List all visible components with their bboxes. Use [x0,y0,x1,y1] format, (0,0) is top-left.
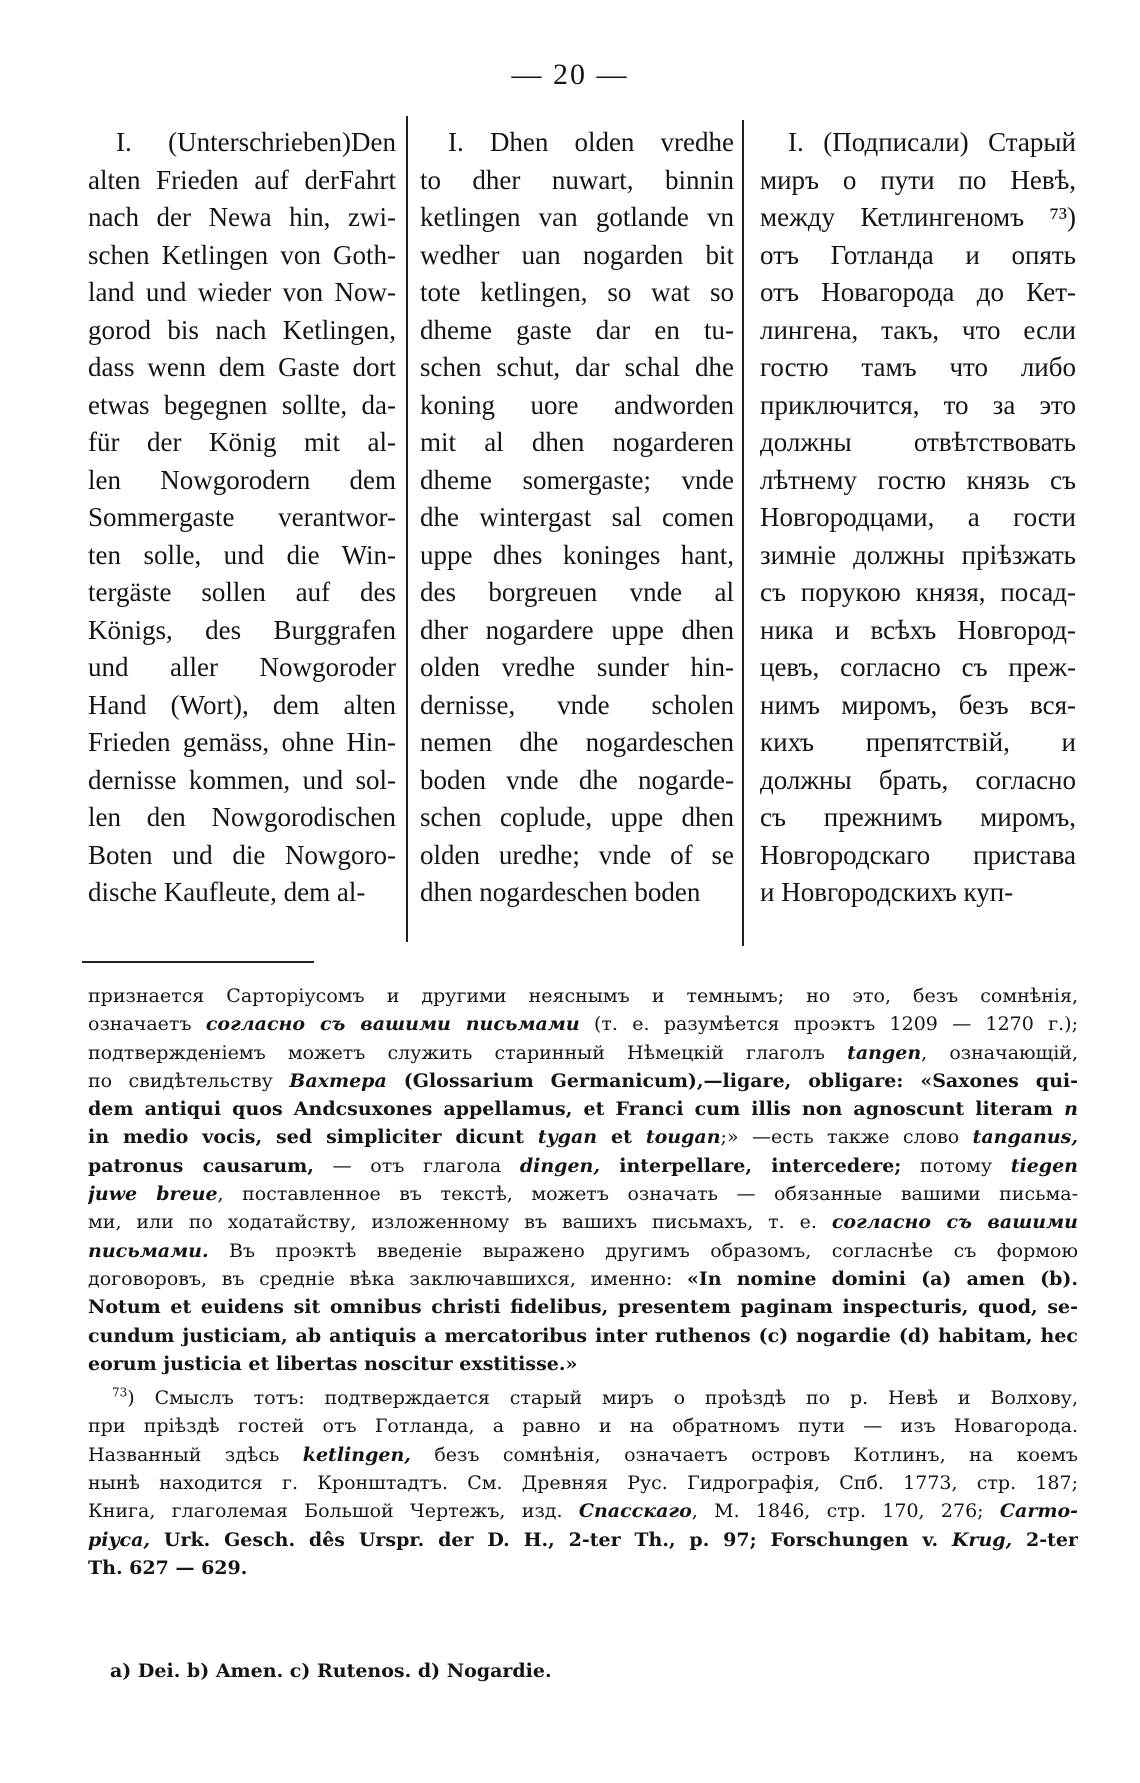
footnote-line [88,1152,1078,1180]
text-segment: , означающій, [921,1041,1078,1064]
text-segment: подтвержденіемъ можетъ служить старинный Нѣмецкій глаголъ [88,1041,848,1064]
text-line: mit al dhen nogarderen [420,427,734,457]
text-line: nach der Newa hin, zwi- [88,202,396,232]
text-line: I. (Подписали) Старый [788,127,1076,157]
text-line: Hand (Wort), dem alten [88,689,396,720]
footnote-line [88,1526,1078,1554]
text-line: ten solle, und die Win- [88,539,396,570]
text-line: tergäste sollen auf des [88,577,396,607]
text-line: отъ Новагорода до Кет- [760,277,1076,307]
text-segment: Въ проэктѣ введеніе выражено другимъ образомъ, согласнѣе съ формою [208,1239,1078,1262]
italic-text: tanganus, [972,1126,1078,1149]
text-line: Новгородцами, а гости [760,502,1076,532]
footnote-line [88,1123,1078,1151]
low-german-column [420,124,734,944]
text-line: uppe dhes koninges hant, [420,539,734,570]
footnote-line [88,1039,1078,1067]
parallel-text-columns [82,124,1080,944]
text-segment: потому [901,1154,1011,1177]
column-divider [406,116,408,942]
footnote-line [88,1095,1078,1123]
italic-text: согласно съ вашими письмами [205,1013,580,1036]
text-line: dernisse kommen, und sol- [88,764,396,795]
italic-text: n [1064,1098,1078,1121]
italic-text: tangen [847,1041,922,1064]
text-line: schen coplude, uppe dhen [420,802,734,832]
text-line: ника и всѣхъ Новгород- [760,614,1076,645]
text-line: dass wenn dem Gaste dort [88,352,396,382]
footnote-line [88,1265,1078,1293]
text-line: boden vnde dhe nogarde- [420,764,734,795]
latin-text: Th. 627 — 629. [88,1556,248,1579]
footnote-line [88,1293,1078,1321]
text-line: и Новгородскихъ куп- [760,877,1014,907]
text-line: und aller Nowgoroder [88,652,396,682]
text-segment: признается Сарторіусомъ и другими неяснымъ и темнымъ; но это, безъ сомнѣнія, [88,985,1078,1007]
latin-text: interpellare, intercedere; [599,1154,902,1177]
text-line: съ прежнимъ миромъ, [760,802,1076,832]
text-line: нимъ миромъ, безъ вся- [760,689,1076,720]
latin-text: 2-ter [1012,1528,1078,1551]
footnote-marker: 73 [112,1385,128,1400]
text-segment: по свидѣтельству [88,1069,290,1092]
latin-text: patronus causarum, [88,1154,314,1177]
latin-text: «In nomine domini (a) amen (b). [686,1267,1078,1290]
text-segment: ;» —есть также слово [720,1126,973,1149]
text-line: I. Dhen olden vredhe [448,127,734,157]
latin-text: Notum et euidens sit omnibus christi fidelibus, presentem paginam inspecturis, quod, se- [88,1296,1078,1319]
text-line: len Nowgorodern dem [88,464,396,495]
italic-text: Спасскаго [578,1500,692,1523]
italic-text: juwe breue [88,1183,218,1206]
footnote-line [88,1067,1078,1095]
letter-notes: a) Dei. b) Amen. c) Rutenos. d) Nogardie. [110,1660,552,1682]
text-segment: ) Смыслъ тотъ: подтверждается старый миръ о проѣздѣ по р. Невѣ и Волхову, [127,1387,1078,1410]
text-line: len den Nowgorodischen [88,802,396,832]
text-line: dheme somergaste; vnde [420,464,734,495]
text-segment: означаетъ [88,1013,206,1036]
text-line: лѣтнему гостю князь съ [760,464,1076,495]
text-line: Sommergaste verantwor- [88,502,396,532]
text-line: etwas begegnen sollte, da- [88,389,396,420]
text-line: I. (Unterschrieben)Den [116,127,396,157]
italic-text: Krug, [951,1528,1013,1551]
latin-text: (Glossarium Germanicum),—ligare, obligare: «Saxones qui- [386,1069,1078,1092]
latin-text: in medio vocis, sed simpliciter dicunt [88,1126,538,1149]
footnote-separator-rule [82,961,314,963]
text-segment: безъ сомнѣнія, означаетъ островъ Котлинъ, на коемъ [410,1443,1078,1466]
text-line: gorod bis nach Ketlingen, [88,314,396,345]
text-segment: ми, или по ходатайству, изложенному въ вашихъ письмахъ, т. е. [88,1211,832,1234]
italic-text: Carmo- [999,1500,1078,1523]
latin-text: et [597,1126,646,1149]
text-line: зимніе должны прiѣзжать [760,539,1076,570]
text-line: dernisse, vnde scholen [420,689,734,720]
footnote-line [88,1010,1078,1038]
footnote-line [88,1350,1078,1378]
latin-text: dem antiqui quos Andcsuxones appellamus, et Franci cum illis non agnoscunt literam [88,1098,1065,1121]
text-segment: — отъ глагола [313,1154,520,1177]
russian-column [760,124,1076,944]
text-segment: , поставленное въ текстѣ, можетъ означать — обязанные вашими письма- [217,1183,1078,1206]
footnote-line [88,1412,1078,1440]
italic-text: dingen, [519,1154,600,1177]
text-line: между Кетлингеномъ ⁷³) [760,202,1076,232]
german-column [88,124,396,944]
text-line: dhen nogardeschen boden [420,877,701,907]
column-divider [742,120,744,946]
text-line: Königs, des Burggrafen [88,614,396,645]
text-segment: договоровъ, въ средніе вѣка заключавшихся, именно: [88,1267,687,1290]
text-line: olden uredhe; vnde of se [420,839,734,870]
text-line: съ порукою князя, посад- [760,577,1076,607]
footnote-line [88,1469,1078,1497]
text-segment: , М. 1846, стр. 170, 276; [691,1500,1000,1523]
text-segment: нынѣ находится г. Кронштадтъ. См. Древняя Рус. Гидрографія, Спб. 1773, стр. 187; [88,1472,1078,1495]
latin-text: eorum justicia et libertas noscitur exstitisse.» [88,1352,578,1375]
text-line: dische Kaufleute, dem al- [88,877,366,907]
text-line: лингена, такъ, что если [760,314,1076,345]
footnote-line [88,1237,1078,1265]
text-line: to dher nuwart, binnin [420,164,734,195]
text-line: des borgreuen vnde al [420,577,734,607]
footnote-continued [88,982,1078,1378]
italic-text: tiegen [1010,1154,1078,1177]
footnote-line [88,1322,1078,1350]
text-line: гостю тамъ что либо [760,352,1076,382]
footnote-line [88,1554,1078,1582]
text-line: dhe wintergast sal comen [420,502,734,532]
italic-text: ketlingen, [302,1443,411,1466]
text-line: Frieden gemäss, ohne Hin- [88,727,396,757]
text-line: nemen dhe nogardeschen [420,727,734,757]
italic-text: письмами. [88,1239,209,1262]
latin-text: cundum justiciam, ab antiquis a mercatoribus inter ruthenos (c) nogardie (d) habitam, hec [88,1324,1078,1347]
text-line: dher nogardere uppe dhen [420,614,734,645]
text-line: приключится, то за это [760,389,1076,420]
text-line: Boten und die Nowgoro- [88,839,396,870]
text-line: olden vredhe sunder hin- [420,652,734,682]
text-line: кихъ препятствій, и [760,727,1076,757]
latin-text: Urk. Gesch. dês Urspr. der D. H., 2-ter Th., p. 97; Forschungen v. [150,1528,952,1551]
footnotes [88,982,1078,1582]
text-segment: при прiѣздѣ гостей отъ Готланда, а равно и на обратномъ пути — изъ Новагорода. [88,1415,1078,1438]
footnote-line [88,1441,1078,1469]
text-line: alten Frieden auf derFahrt [88,164,396,195]
footnote-73 [88,1384,1078,1582]
text-line: ketlingen van gotlande vn [420,202,734,232]
footnote-line [88,1497,1078,1525]
text-segment: Книга, глаголемая Большой Чертежъ, изд. [88,1500,579,1523]
text-line: koning uore andworden [420,389,734,420]
text-line: land und wieder von Now- [88,277,396,307]
italic-text: piyca, [88,1528,151,1551]
italic-text: Вахтера [289,1069,387,1092]
text-segment: (т. е. разумѣется проэктъ 1209 — 1270 г.); [579,1013,1078,1036]
text-line: wedher uan nogarden bit [420,239,734,270]
text-line: tote ketlingen, so wat so [420,277,734,307]
italic-text: tygan [537,1126,598,1149]
footnote-line [88,982,1078,1010]
text-line: schen Ketlingen von Goth- [88,239,396,270]
text-line: Новгородскаго пристава [760,839,1076,870]
footnote-line [88,1208,1078,1236]
footnote-line [88,1384,1078,1412]
text-line: für der König mit al- [88,427,396,457]
text-line: должны брать, согласно [760,764,1076,795]
text-line: должны отвѣтствовать [760,427,1076,457]
italic-text: tougan [645,1126,721,1149]
page-number: — 20 — [511,58,629,91]
italic-text: согласно съ вашими [831,1211,1078,1234]
text-line: отъ Готланда и опять [760,239,1076,270]
text-line: миръ о пути по Невѣ, [760,164,1076,195]
footnote-line [88,1180,1078,1208]
text-segment: Названный здѣсь [88,1443,303,1466]
text-line: schen schut, dar schal dhe [420,352,734,382]
text-line: dheme gaste dar en tu- [420,314,734,345]
text-line: цевъ, согласно съ преж- [760,652,1076,682]
